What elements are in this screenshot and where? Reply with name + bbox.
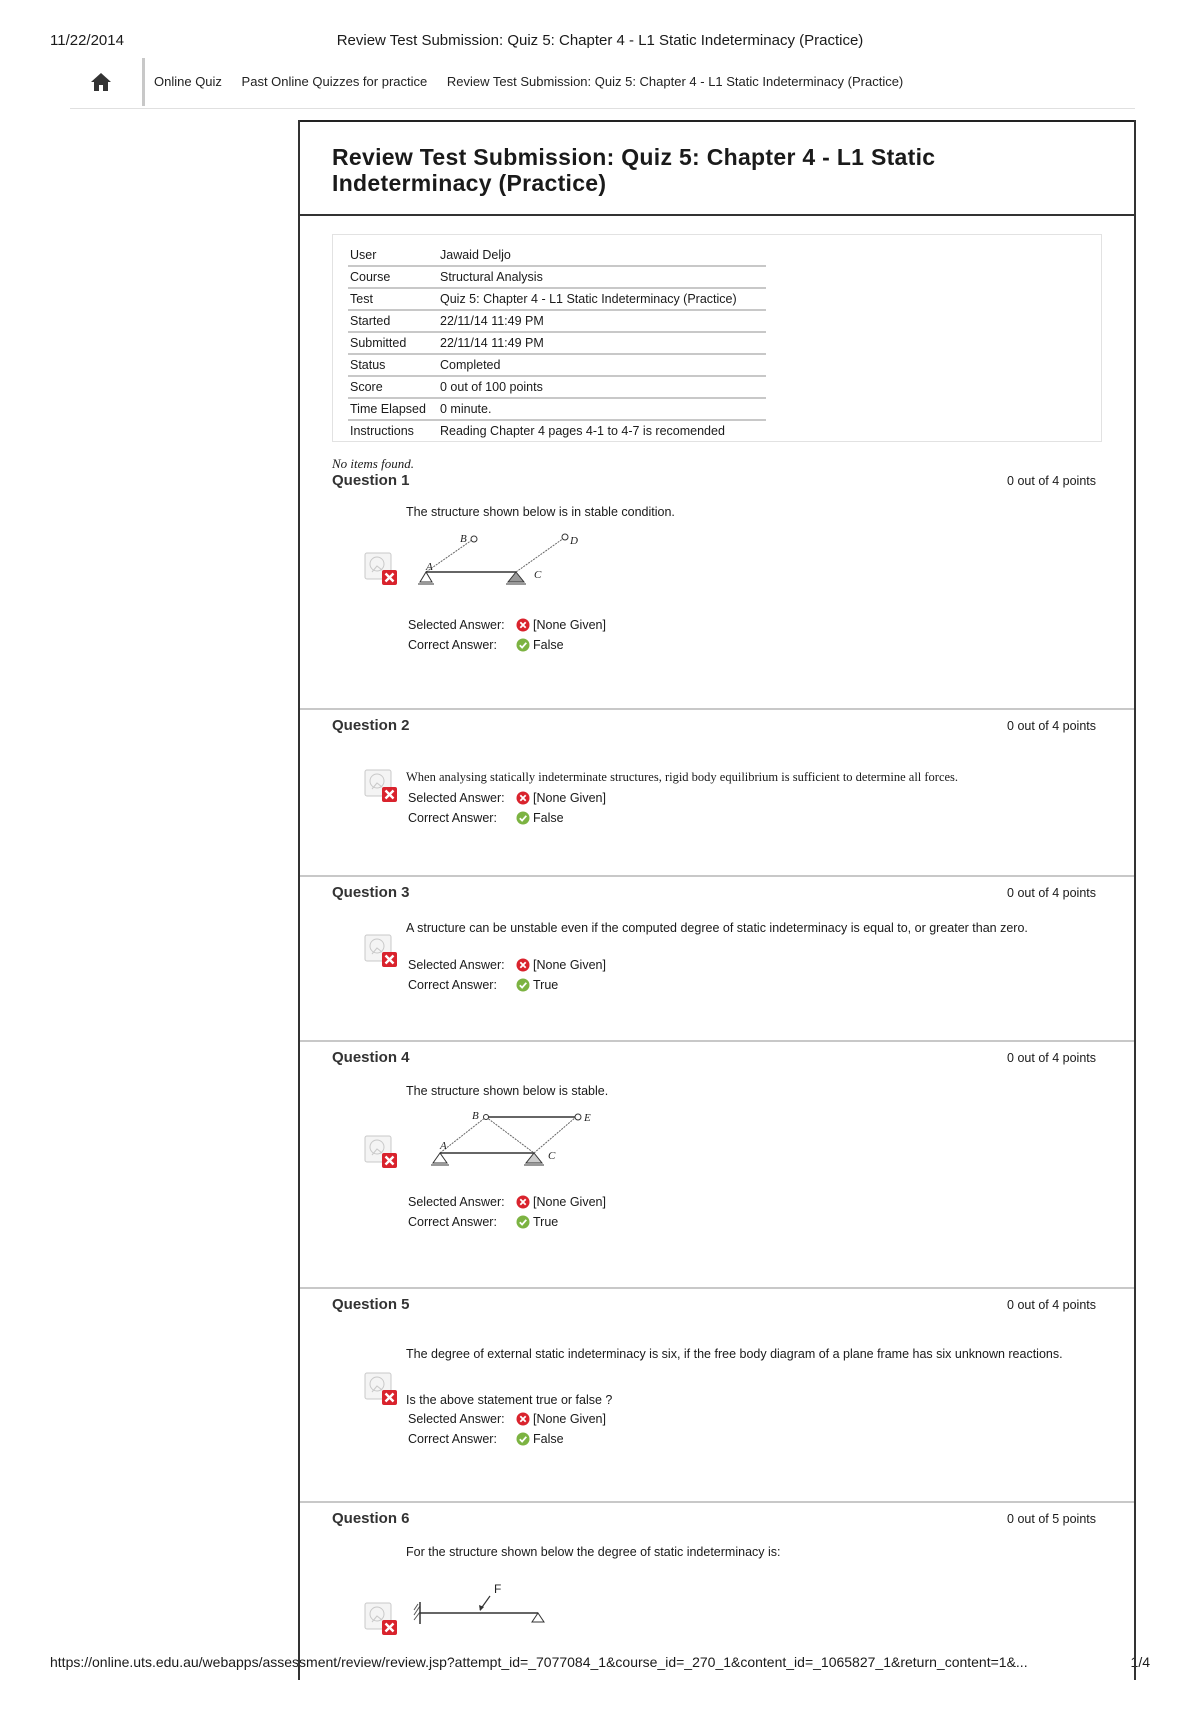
question-2 [300,717,1134,877]
question-title: Question 4 [332,1049,410,1066]
correct-answer-value: False [533,638,564,652]
details-row [348,266,766,288]
details-row [348,310,766,332]
submission-details-table [348,245,766,441]
question-1 [300,472,1134,710]
breadcrumb-bar [70,58,1135,109]
details-value: Jawaid Deljo [438,245,766,266]
correct-answer-row [408,978,558,992]
question-3 [300,884,1134,1042]
incorrect-status-icon [364,1602,398,1636]
correct-answer-value: True [533,978,559,992]
figure-label: C [534,569,542,581]
content-panel [298,120,1136,1680]
correct-answer-label: Correct Answer: [408,811,497,825]
structure-diagram-q6 [408,1580,568,1640]
details-value: Reading Chapter 4 pages 4-1 to 4-7 is recomended [440,424,725,438]
question-points: 0 out of 4 points [1007,719,1096,733]
question-text: When analysing statically indeterminate structures, rigid body equilibrium is sufficient to determine all forces. [406,770,959,784]
question-points: 0 out of 4 points [1007,474,1096,488]
incorrect-answer-icon [516,1412,530,1426]
correct-answer-label: Correct Answer: [408,638,497,652]
question-title: Question 3 [332,884,410,901]
selected-answer-row [408,618,606,632]
correct-answer-row [408,638,564,652]
figure-label: E [584,1112,591,1124]
details-value: 22/11/14 11:49 PM [438,310,766,332]
correct-answer-row [408,1432,564,1446]
details-value: 0 out of 100 points [438,376,766,398]
details-label: Course [348,266,438,288]
incorrect-status-icon [364,934,398,968]
incorrect-answer-icon [516,618,530,632]
selected-answer-row [408,1195,606,1209]
correct-answer-icon [516,811,530,825]
details-value: 22/11/14 11:49 PM [438,332,766,354]
selected-answer-row [408,1412,606,1426]
correct-answer-label: Correct Answer: [408,978,497,992]
figure-label: C [548,1150,556,1162]
correct-answer-label: Correct Answer: [408,1432,497,1446]
question-4 [300,1049,1134,1289]
selected-answer-value: [None Given] [533,958,606,972]
selected-answer-label: Selected Answer: [408,958,505,972]
question-points: 0 out of 4 points [1007,1298,1096,1312]
details-row [348,354,766,376]
details-label: Score [348,376,438,398]
breadcrumb-current-page: Review Test Submission: Quiz 5: Chapter 4 - L1 Static Indeterminacy (Practice) [446,74,904,89]
incorrect-status-icon [364,769,398,803]
correct-answer-value: False [533,811,564,825]
details-value: Structural Analysis [438,266,766,288]
figure-label: B [472,1110,479,1122]
details-value: Quiz 5: Chapter 4 - L1 Static Indeterminacy (Practice) [438,288,766,310]
question-title: Question 6 [332,1510,410,1527]
selected-answer-row [408,791,606,805]
correct-answer-value: False [533,1432,564,1446]
selected-answer-label: Selected Answer: [408,618,505,632]
selected-answer-row [408,958,606,972]
figure-label: D [570,535,578,547]
details-label: Submitted [348,332,438,354]
question-title: Question 1 [332,472,410,489]
selected-answer-value: [None Given] [533,618,606,632]
print-page-number: 1/4 [1130,1654,1150,1670]
structure-diagram-q4 [420,1109,590,1181]
question-title: Question 2 [332,717,410,734]
details-value: 0 minute. [438,398,766,420]
nav-divider [142,58,145,106]
correct-answer-icon [516,1432,530,1446]
details-label: Instructions [350,424,414,438]
print-url: https://online.uts.edu.au/webapps/assessment/review/review.jsp?attempt_id=_7077084_1&course_id=_270_1&content_id=_1065827_1&return_content=1&... [50,1654,1028,1670]
structure-diagram-q1 [416,532,576,596]
details-row [348,398,766,420]
selected-answer-value: [None Given] [533,1195,606,1209]
breadcrumb-past-quizzes[interactable]: Past Online Quizzes for practice [241,74,428,89]
details-label: User [348,245,438,266]
print-date: 11/22/2014 [50,32,124,49]
breadcrumb-online-quiz[interactable]: Online Quiz [154,74,222,89]
figure-label: A [426,561,433,573]
question-subtext: Is the above statement true or false ? [406,1393,613,1407]
details-value: Completed [438,354,766,376]
figure-label: F [494,1582,502,1596]
correct-answer-icon [516,1215,530,1229]
details-label: Started [348,310,438,332]
correct-answer-row [408,1215,558,1229]
details-row [348,245,766,266]
details-row [348,420,766,441]
correct-answer-label: Correct Answer: [408,1215,497,1229]
selected-answer-label: Selected Answer: [408,1195,505,1209]
page-title: Review Test Submission: Quiz 5: Chapter 4 - L1 Static Indeterminacy (Practice) [332,144,936,196]
home-icon[interactable] [85,66,117,98]
incorrect-answer-icon [516,1195,530,1209]
details-label: Test [348,288,438,310]
question-points: 0 out of 4 points [1007,1051,1096,1065]
submission-details [332,234,1102,442]
selected-answer-label: Selected Answer: [408,1412,505,1426]
correct-answer-value: True [533,1215,559,1229]
question-text: The degree of external static indeterminacy is six, if the free body diagram of a plane frame has six unknown reactions. [406,1347,1063,1361]
details-row [348,332,766,354]
correct-answer-row [408,811,564,825]
question-text: A structure can be unstable even if the computed degree of static indeterminacy is equal to, or greater than zero. [406,921,1028,935]
question-5 [300,1296,1134,1503]
selected-answer-value: [None Given] [533,791,606,805]
correct-answer-icon [516,638,530,652]
no-items-message: No items found. [332,456,414,471]
question-text: For the structure shown below the degree of static indeterminacy is: [406,1545,781,1559]
breadcrumb [154,74,919,89]
question-title: Question 5 [332,1296,410,1313]
details-row [348,288,766,310]
details-label: Time Elapsed [348,398,438,420]
question-points: 0 out of 5 points [1007,1512,1096,1526]
incorrect-status-icon [364,1372,398,1406]
incorrect-status-icon [364,1135,398,1169]
details-row [348,376,766,398]
question-points: 0 out of 4 points [1007,886,1096,900]
correct-answer-icon [516,978,530,992]
question-text: The structure shown below is stable. [406,1084,609,1098]
incorrect-answer-icon [516,958,530,972]
incorrect-answer-icon [516,791,530,805]
question-text: The structure shown below is in stable condition. [406,505,675,519]
selected-answer-label: Selected Answer: [408,791,505,805]
content-header [300,120,1134,216]
print-page-title: Review Test Submission: Quiz 5: Chapter 4 - L1 Static Indeterminacy (Practice) [336,32,864,49]
question-6 [300,1510,1134,1710]
figure-label: B [460,533,467,545]
details-label: Status [348,354,438,376]
selected-answer-value: [None Given] [533,1412,606,1426]
incorrect-status-icon [364,552,398,586]
figure-label: A [440,1140,447,1152]
